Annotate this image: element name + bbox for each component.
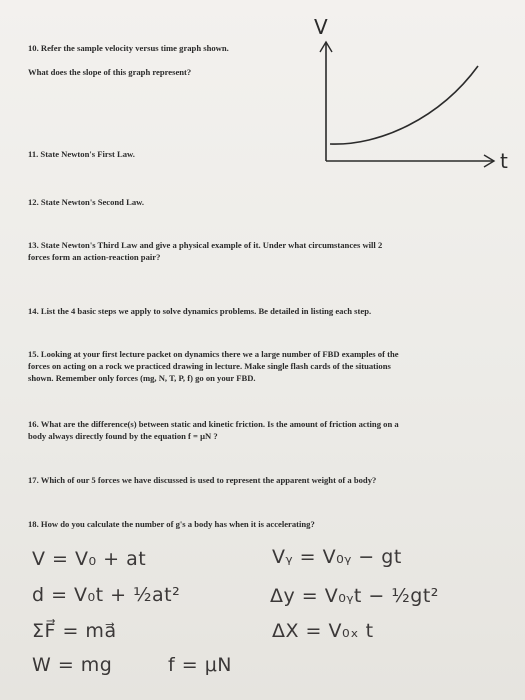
question-12-text: 12. State Newton's Second Law. <box>28 197 145 207</box>
question-15-subtext-1: forces on acting on a rock we practiced drawing in lecture. Make single flash cards of the situations <box>28 361 391 371</box>
question-11 <box>28 148 135 160</box>
question-16-subtext: body always directly found by the equation f = μN ? <box>28 431 218 441</box>
question-15 <box>28 348 478 384</box>
question-16 <box>28 418 478 442</box>
question-18 <box>28 518 478 530</box>
handwritten-vertical-displacement: Δy = V₀ᵧt − ½gt² <box>270 585 439 607</box>
question-10 <box>28 42 308 78</box>
question-17-text: 17. Which of our 5 forces we have discussed is used to represent the apparent weight of a body? <box>28 475 377 485</box>
handwritten-horizontal-displacement: ΔX = V₀ₓ t <box>272 620 374 642</box>
question-13-subtext: forces form an action-reaction pair? <box>28 252 161 262</box>
question-11-text: 11. State Newton's First Law. <box>28 149 135 159</box>
question-13-text: 13. State Newton's Third Law and give a physical example of it. Under what circumstances will 2 <box>28 240 383 250</box>
question-10-subtext: What does the slope of this graph represent? <box>28 67 192 77</box>
question-15-subtext-2: shown. Remember only forces (mg, N, T, P, f) go on your FBD. <box>28 373 256 383</box>
question-15-text: 15. Looking at your first lecture packet on dynamics there we a large number of FBD examples of the <box>28 349 399 359</box>
question-18-text: 18. How do you calculate the number of g's a body has when it is accelerating? <box>28 519 315 529</box>
handwritten-weight-equation: W = mg <box>32 654 113 676</box>
question-13 <box>28 239 468 263</box>
graph-y-axis-label: V <box>314 18 328 39</box>
handwritten-newton-second-law: ΣF⃗ = ma⃗ <box>32 620 117 642</box>
handwritten-velocity-equation: V = V₀ + at <box>32 548 147 570</box>
question-17 <box>28 474 478 486</box>
velocity-time-graph <box>300 18 520 178</box>
question-12 <box>28 196 144 208</box>
question-16-text: 16. What are the difference(s) between static and kinetic friction. Is the amount of friction acting on a <box>28 419 399 429</box>
handwritten-displacement-equation: d = V₀t + ½at² <box>32 584 181 606</box>
handwritten-vertical-velocity: Vᵧ = V₀ᵧ − gt <box>272 546 402 568</box>
graph-x-axis-label: t <box>500 149 508 173</box>
graph-velocity-curve <box>330 66 478 144</box>
question-14 <box>28 305 478 317</box>
handwritten-friction-equation: f = μN <box>168 654 232 676</box>
question-14-text: 14. List the 4 basic steps we apply to solve dynamics problems. Be detailed in listing each step. <box>28 306 372 316</box>
question-10-text: 10. Refer the sample velocity versus time graph shown. <box>28 43 229 53</box>
